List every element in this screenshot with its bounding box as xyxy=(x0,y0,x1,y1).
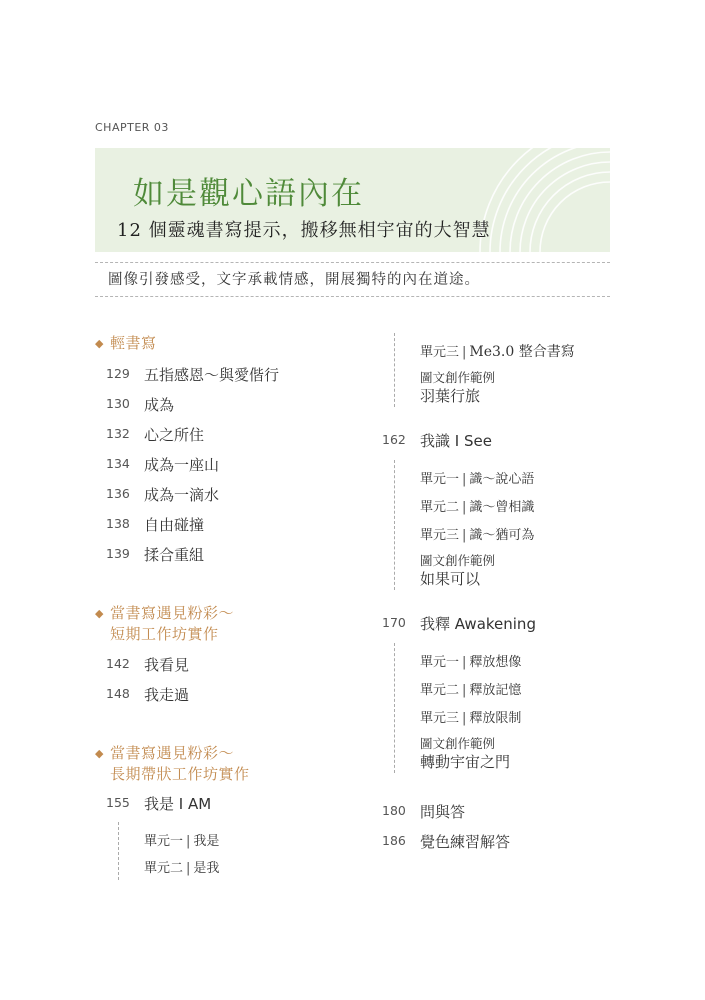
unit-entry[interactable]: 單元二 | 識～曾相識 xyxy=(420,500,535,515)
section-heading: ◆ 輕書寫 xyxy=(95,334,157,352)
unit-entry[interactable]: 單元二 | 是我 xyxy=(144,861,220,876)
example-label: 圖文創作範例 xyxy=(420,370,496,385)
chapter-label: CHAPTER 03 xyxy=(95,121,169,134)
dashed-vline xyxy=(394,643,395,773)
section-heading: ◆ 當書寫遇見粉彩～ 長期帶狀工作坊實作 xyxy=(95,744,250,783)
example-title[interactable]: 轉動宇宙之門 xyxy=(420,753,511,771)
example-label: 圖文創作範例 xyxy=(420,736,496,751)
divider-bottom xyxy=(95,296,610,297)
title-banner xyxy=(95,148,610,252)
example-label: 圖文創作範例 xyxy=(420,553,496,568)
unit-entry[interactable]: 單元三 | Me3.0 整合書寫 xyxy=(420,344,575,360)
dashed-vline xyxy=(118,822,119,880)
intro-text: 圖像引發感受，文字承載情感，開展獨特的內在道途。 xyxy=(108,272,480,288)
diamond-icon: ◆ xyxy=(95,747,104,760)
unit-entry[interactable]: 單元三 | 釋放限制 xyxy=(420,711,522,726)
diamond-icon: ◆ xyxy=(95,337,104,350)
unit-entry[interactable]: 單元一 | 我是 xyxy=(144,834,220,849)
example-title[interactable]: 羽葉行旅 xyxy=(420,387,481,405)
example-title[interactable]: 如果可以 xyxy=(420,570,481,588)
unit-entry[interactable]: 單元三 | 識～猶可為 xyxy=(420,528,535,543)
page-subtitle: 12 個靈魂書寫提示，搬移無相宇宙的大智慧 xyxy=(117,220,491,241)
divider-top xyxy=(95,262,610,263)
unit-entry[interactable]: 單元一 | 釋放想像 xyxy=(420,655,522,670)
dashed-vline xyxy=(394,460,395,590)
diamond-icon: ◆ xyxy=(95,607,104,620)
page-title: 如是觀心語內在 xyxy=(133,176,364,212)
unit-entry[interactable]: 單元一 | 識～說心語 xyxy=(420,472,535,487)
arc-decoration-icon xyxy=(470,148,610,252)
unit-entry[interactable]: 單元二 | 釋放記憶 xyxy=(420,683,522,698)
section-heading: ◆ 當書寫遇見粉彩～ 短期工作坊實作 xyxy=(95,604,235,643)
dashed-vline xyxy=(394,333,395,407)
